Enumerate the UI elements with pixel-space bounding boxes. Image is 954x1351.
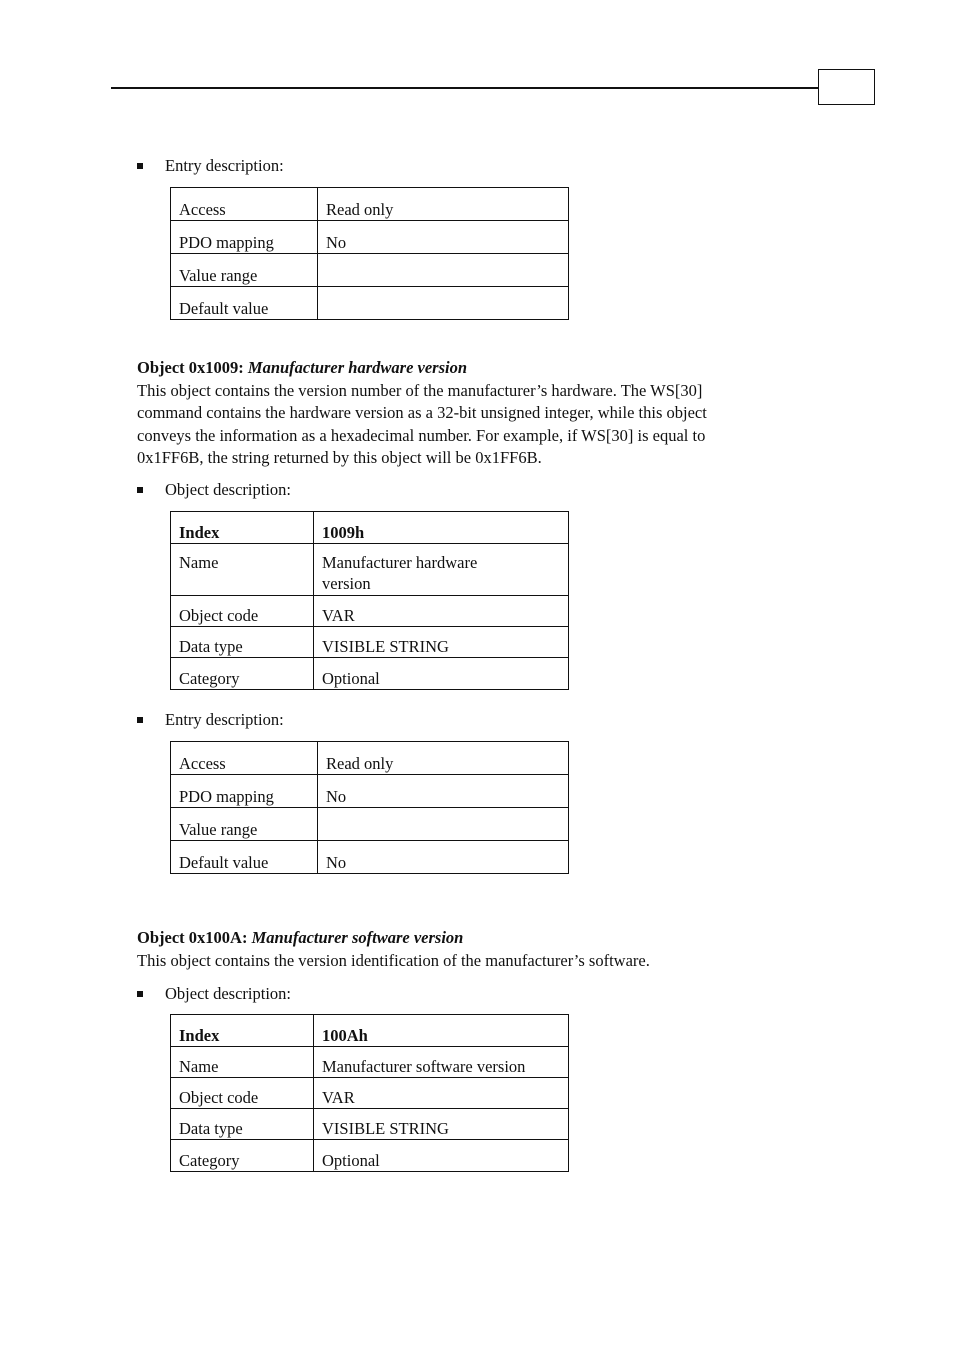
header-rule — [111, 87, 819, 89]
table-cell-value: 1009h — [314, 512, 569, 544]
paragraph-line: 0x1FF6B, the string returned by this object will be 0x1FF6B. — [137, 447, 542, 467]
bullet-label: Object description: — [165, 480, 292, 499]
bullet-entry-description — [137, 156, 284, 176]
heading-code: Object 0x100A: — [137, 928, 248, 947]
table-row — [171, 742, 569, 775]
heading-title: Manufacturer hardware version — [247, 358, 468, 377]
table-cell-value: No — [318, 841, 569, 874]
bullet-label: Entry description: — [165, 156, 284, 175]
object-description-table-1009 — [170, 511, 569, 690]
bullet-square-icon — [137, 487, 143, 493]
heading-title: Manufacturer software version — [251, 928, 464, 947]
table-row — [171, 188, 569, 221]
table-cell-key: PDO mapping — [171, 775, 318, 808]
table-cell-key: Name — [171, 1047, 314, 1078]
heading-code: Object 0x1009: — [137, 358, 244, 377]
table-row — [171, 512, 569, 544]
table-cell-key: Default value — [171, 287, 318, 320]
paragraph-line: command contains the hardware version as a 32-bit unsigned integer, while this object — [137, 403, 707, 423]
table-cell-value: Read only — [318, 742, 569, 775]
table-cell-value: Read only — [318, 188, 569, 221]
table-cell-value: Optional — [314, 658, 569, 690]
paragraph-line: This object contains the version number of the manufacturer’s hardware. The WS[30] — [137, 381, 703, 400]
table-row — [171, 1047, 569, 1078]
entry-description-table — [170, 187, 569, 320]
entry-description-table-1009 — [170, 741, 569, 874]
table-row — [171, 627, 569, 658]
bullet-square-icon — [137, 991, 143, 997]
bullet-object-description — [137, 480, 291, 500]
paragraph-line: conveys the information as a hexadecimal number. For example, if WS[30] is equal to — [137, 425, 706, 445]
table-cell-key: PDO mapping — [171, 221, 318, 254]
section-heading-1009 — [137, 358, 467, 378]
table-row — [171, 1109, 569, 1140]
table-cell-value — [318, 808, 569, 841]
table-row — [171, 841, 569, 874]
table-cell-value — [318, 254, 569, 287]
table-cell-value: 100Ah — [314, 1015, 569, 1047]
table-cell-value: Manufacturer software version — [314, 1047, 569, 1078]
table-cell-key: Value range — [171, 808, 318, 841]
table-row — [171, 775, 569, 808]
bullet-square-icon — [137, 717, 143, 723]
table-row — [171, 544, 569, 596]
table-row — [171, 1140, 569, 1172]
bullet-object-description — [137, 984, 291, 1004]
table-cell-key: Category — [171, 658, 314, 690]
paragraph-100A — [137, 950, 817, 972]
bullet-square-icon — [137, 163, 143, 169]
bullet-label: Object description: — [165, 984, 292, 1003]
table-row — [171, 808, 569, 841]
bullet-entry-description — [137, 710, 284, 730]
table-cell-key: Object code — [171, 596, 314, 627]
table-cell-key: Value range — [171, 254, 318, 287]
table-row — [171, 221, 569, 254]
table-row — [171, 658, 569, 690]
table-cell-value: Optional — [314, 1140, 569, 1172]
table-cell-key: Data type — [171, 627, 314, 658]
paragraph-line: This object contains the version identification of the manufacturer’s software. — [137, 951, 650, 970]
table-cell-key: Access — [171, 742, 318, 775]
page-number-box — [818, 69, 875, 105]
table-cell-key: Index — [171, 512, 314, 544]
table-cell-value: VISIBLE STRING — [314, 627, 569, 658]
table-cell-value: VAR — [314, 596, 569, 627]
table-row — [171, 254, 569, 287]
table-cell-key: Index — [171, 1015, 314, 1047]
object-description-table-100A — [170, 1014, 569, 1172]
table-cell-key: Data type — [171, 1109, 314, 1140]
table-cell-value: No — [318, 775, 569, 808]
section-heading-100A — [137, 928, 463, 948]
table-row — [171, 1015, 569, 1047]
table-cell-value: Manufacturer hardware version — [314, 544, 569, 596]
table-cell-key: Default value — [171, 841, 318, 874]
paragraph-1009 — [137, 380, 817, 469]
table-cell-value: VISIBLE STRING — [314, 1109, 569, 1140]
table-cell-key: Category — [171, 1140, 314, 1172]
table-cell-value — [318, 287, 569, 320]
table-cell-key: Name — [171, 544, 314, 596]
table-row — [171, 287, 569, 320]
table-cell-value: VAR — [314, 1078, 569, 1109]
table-cell-key: Access — [171, 188, 318, 221]
table-cell-value: No — [318, 221, 569, 254]
table-row — [171, 596, 569, 627]
table-cell-key: Object code — [171, 1078, 314, 1109]
bullet-label: Entry description: — [165, 710, 284, 729]
table-row — [171, 1078, 569, 1109]
